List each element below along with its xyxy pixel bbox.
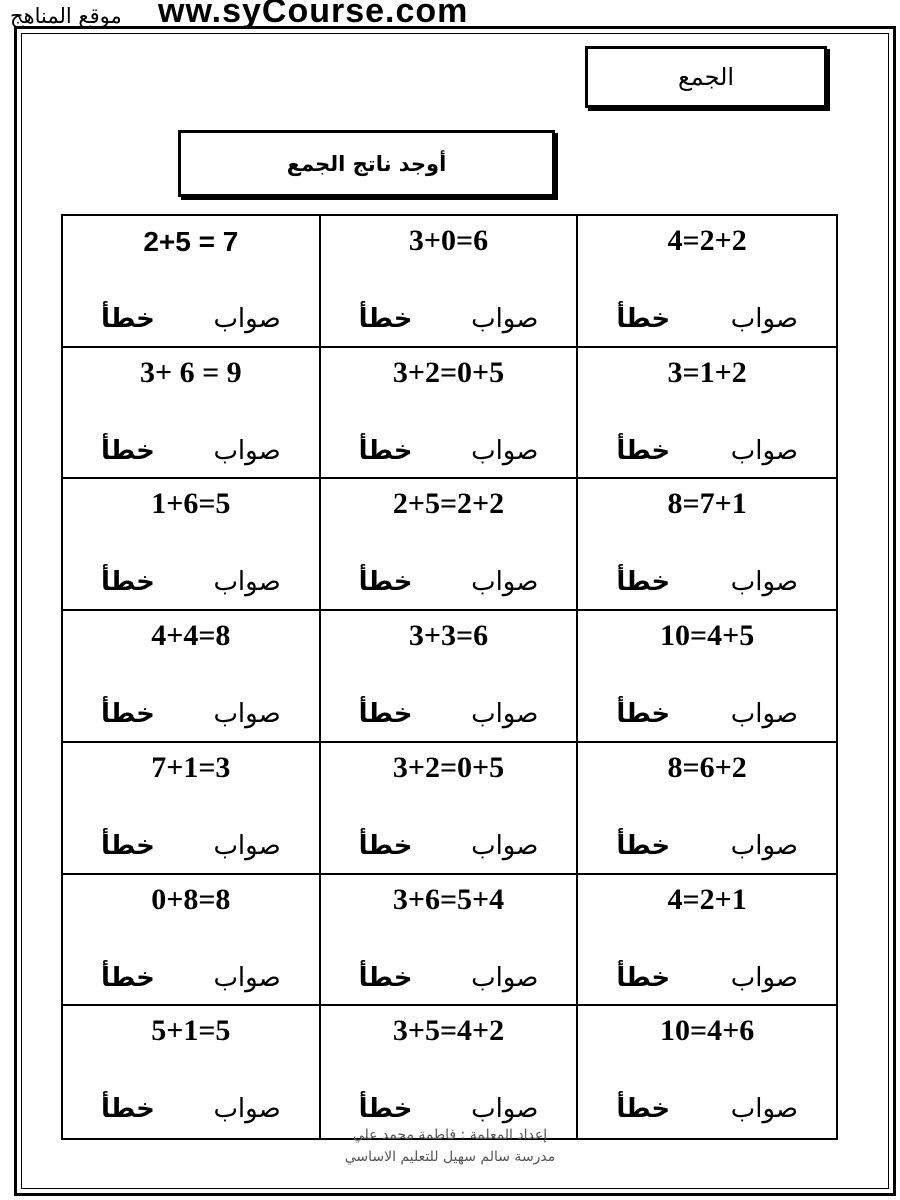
exercise-cell — [63, 479, 321, 611]
wrong-option[interactable]: خطأ — [358, 567, 413, 598]
equation: 4=2+1 — [667, 882, 747, 916]
correct-option[interactable]: صواب — [730, 435, 798, 466]
exercise-cell — [321, 479, 579, 611]
exercise-cell — [578, 875, 836, 1007]
correct-option[interactable]: صواب — [213, 830, 281, 861]
wrong-option[interactable]: خطأ — [101, 435, 155, 466]
wrong-option[interactable]: خطأ — [358, 304, 413, 334]
equation: 3=1+2 — [667, 355, 747, 389]
exercise-cell — [321, 1006, 579, 1138]
correct-option[interactable]: صواب — [471, 962, 539, 993]
wrong-option[interactable]: خطأ — [101, 304, 155, 334]
exercise-cell — [578, 479, 836, 611]
equation: 10=4+6 — [660, 1014, 755, 1048]
wrong-option[interactable]: خطأ — [101, 699, 155, 730]
correct-option[interactable]: صواب — [213, 567, 281, 598]
exercise-cell — [578, 1006, 836, 1138]
equation: 10=4+5 — [660, 619, 755, 653]
wrong-option[interactable]: خطأ — [616, 1094, 671, 1125]
equation: 3+0=6 — [408, 224, 489, 257]
exercise-cell — [578, 216, 836, 348]
correct-option[interactable]: صواب — [213, 435, 281, 466]
wrong-option[interactable]: خطأ — [358, 435, 413, 466]
exercise-cell — [63, 611, 321, 743]
wrong-option[interactable]: خطأ — [358, 1094, 413, 1125]
equation: 7+1=3 — [151, 750, 231, 784]
wrong-option[interactable]: خطأ — [616, 435, 671, 466]
instruction-text: أوجد ناتج الجمع — [286, 151, 447, 176]
equation: 4+4=8 — [151, 619, 231, 653]
school-name: مدرسة سالم سهيل للتعليم الاساسي — [344, 1149, 556, 1165]
wrong-option[interactable]: خطأ — [101, 962, 155, 993]
correct-option[interactable]: صواب — [471, 304, 539, 334]
equation: 2+5 = 7 — [143, 226, 239, 257]
footer-credits — [300, 1124, 600, 1168]
wrong-option[interactable]: خطأ — [616, 830, 671, 861]
author-credit: إعداد المعلمة : فاطمة محمد علي — [352, 1127, 548, 1143]
wrong-option[interactable]: خطأ — [616, 567, 671, 598]
correct-option[interactable]: صواب — [471, 435, 539, 466]
equation: 3+5=4+2 — [392, 1014, 505, 1048]
topic-title: الجمع — [677, 63, 735, 91]
correct-option[interactable]: صواب — [730, 830, 798, 861]
equation: 8=7+1 — [667, 487, 747, 521]
site-domain[interactable]: ww.syCourse.com — [158, 0, 469, 30]
correct-option[interactable]: صواب — [213, 962, 281, 993]
exercise-cell — [321, 743, 579, 875]
exercise-cell — [321, 875, 579, 1007]
correct-option[interactable]: صواب — [471, 1094, 539, 1125]
correct-option[interactable]: صواب — [213, 1094, 281, 1125]
exercise-cell — [63, 743, 321, 875]
exercise-cell — [321, 216, 579, 348]
equation: 3+2=0+5 — [392, 355, 505, 389]
exercise-cell — [578, 611, 836, 743]
wrong-option[interactable]: خطأ — [358, 699, 413, 730]
correct-option[interactable]: صواب — [471, 699, 539, 730]
exercise-cell — [321, 611, 579, 743]
exercise-cell — [63, 348, 321, 480]
exercise-cell — [578, 743, 836, 875]
equation: 5+1=5 — [151, 1014, 231, 1048]
wrong-option[interactable]: خطأ — [616, 304, 671, 334]
exercise-cell — [63, 1006, 321, 1138]
equation: 3+3=6 — [408, 619, 489, 653]
equation: 8=6+2 — [667, 750, 747, 784]
equation: 3+2=0+5 — [392, 750, 505, 784]
correct-option[interactable]: صواب — [730, 1094, 798, 1125]
correct-option[interactable]: صواب — [471, 567, 539, 598]
correct-option[interactable]: صواب — [730, 304, 798, 334]
wrong-option[interactable]: خطأ — [101, 1094, 155, 1125]
instruction-box — [178, 130, 555, 197]
equation: 4=2+2 — [667, 224, 747, 257]
equation: 3+ 6 = 9 — [139, 355, 242, 389]
wrong-option[interactable]: خطأ — [616, 962, 671, 993]
correct-option[interactable]: صواب — [471, 830, 539, 861]
exercise-cell — [578, 348, 836, 480]
correct-option[interactable]: صواب — [213, 699, 281, 730]
exercise-grid — [61, 214, 838, 1140]
wrong-option[interactable]: خطأ — [616, 699, 671, 730]
wrong-option[interactable]: خطأ — [101, 830, 155, 861]
exercise-cell — [63, 216, 321, 348]
equation: 0+8=8 — [151, 882, 231, 916]
wrong-option[interactable]: خطأ — [358, 830, 413, 861]
exercise-cell — [63, 875, 321, 1007]
exercise-cell — [321, 348, 579, 480]
correct-option[interactable]: صواب — [730, 567, 798, 598]
correct-option[interactable]: صواب — [730, 962, 798, 993]
wrong-option[interactable]: خطأ — [358, 962, 413, 993]
correct-option[interactable]: صواب — [730, 699, 798, 730]
equation: 2+5=2+2 — [392, 487, 505, 521]
topic-title-box — [585, 46, 827, 108]
correct-option[interactable]: صواب — [213, 304, 281, 334]
equation: 3+6=5+4 — [392, 882, 505, 916]
wrong-option[interactable]: خطأ — [101, 567, 155, 598]
site-name: موقع المناهج — [10, 4, 122, 28]
equation: 1+6=5 — [151, 487, 231, 521]
